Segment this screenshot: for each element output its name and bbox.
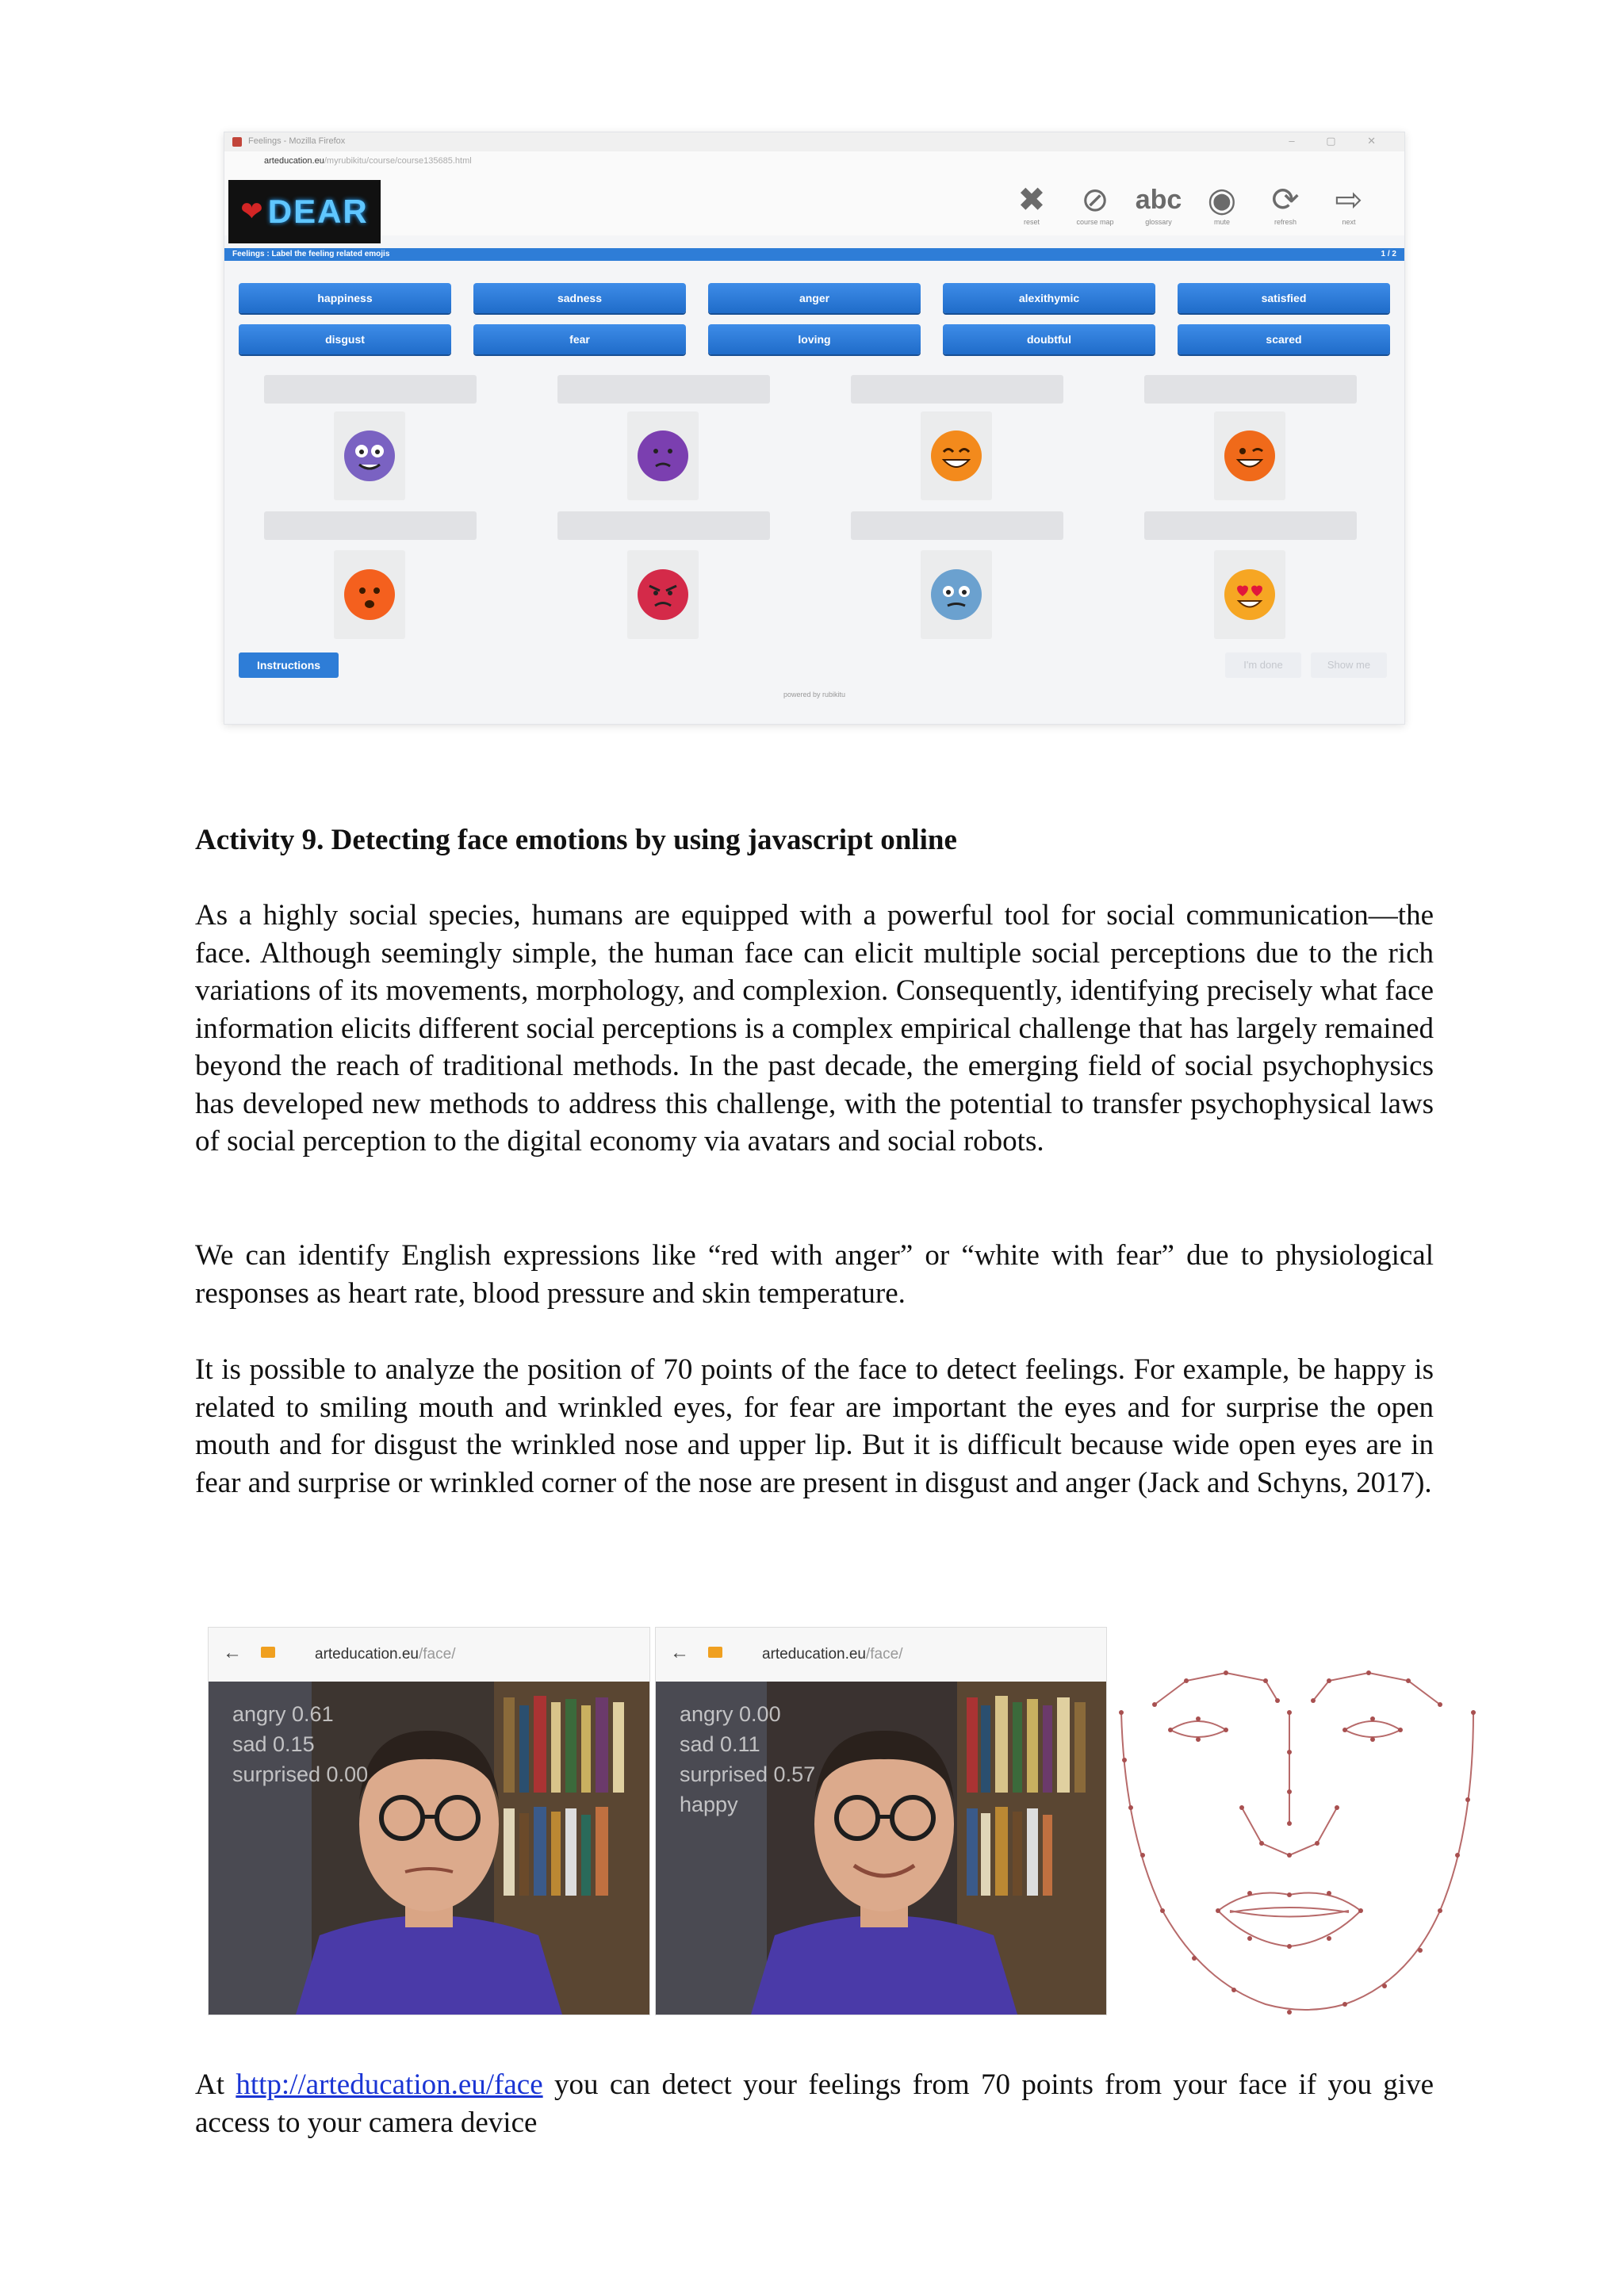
webcam-url-path: /face/: [419, 1646, 456, 1663]
emotion-value: sad 0.15: [232, 1732, 315, 1756]
emotion-value: angry 0.61: [232, 1702, 334, 1726]
url-path: /myrubikitu/course/course135685.html: [324, 156, 472, 166]
webcam-address-bar[interactable]: [656, 1628, 1106, 1682]
toolbar: [1008, 182, 1373, 226]
drop-slot[interactable]: [851, 511, 1063, 540]
face-landmark-points: [1107, 1625, 1480, 2022]
window-titlebar: [224, 132, 1404, 151]
reset-icon: ✖: [1017, 181, 1046, 218]
powered-by: powered by rubikitu: [783, 691, 846, 698]
folder-icon: [261, 1647, 275, 1658]
webcam-url-domain: arteducation.eu: [315, 1646, 419, 1663]
final-text-before: At: [195, 2068, 236, 2101]
emoji-card[interactable]: [1214, 411, 1285, 500]
word-anger[interactable]: anger: [708, 283, 921, 313]
drop-slot[interactable]: [557, 511, 770, 540]
activity-heading: Activity 9. Detecting face emotions by using javascript online: [195, 824, 957, 856]
app-header: [224, 172, 1404, 235]
show-me-button[interactable]: Show me: [1311, 652, 1387, 678]
drop-slot[interactable]: [1144, 375, 1357, 404]
emoji-card[interactable]: [921, 550, 992, 639]
folder-icon: [708, 1647, 722, 1658]
address-url: [264, 156, 472, 166]
webcam-view: [656, 1682, 1106, 2015]
course-map-button[interactable]: [1071, 182, 1119, 226]
url-domain: arteducation.eu: [264, 156, 324, 166]
reset-button[interactable]: [1008, 182, 1055, 226]
next-button[interactable]: [1325, 182, 1373, 226]
heart-eyes-emoji-icon: [1224, 568, 1276, 621]
mute-button[interactable]: [1198, 182, 1246, 226]
webcam-panel-2: [655, 1627, 1107, 2015]
emoji-card[interactable]: [627, 550, 699, 639]
emotion-value: happy: [680, 1793, 738, 1816]
face-detection-link[interactable]: http://arteducation.eu/face: [236, 2068, 543, 2101]
glossary-label: glossary: [1145, 218, 1172, 226]
paragraph-social-perception: As a highly social species, humans are equipped with a powerful tool for social communication—the face. Although seemingly simple, the human face can elicit multiple social perceptions due to the rich variations of its movements, morphology, and complexion. Consequently, identifying precisely what face information elicits different social perceptions is a complex empirical challenge that has largely remained beyond the reach of traditional methods. In the past decade, the emerging field of social psychophysics has developed new methods to address this challenge, with the potential to transfer psychophysical laws of social perception to the digital economy via avatars and social robots.: [195, 899, 1434, 1158]
next-icon: ⇨: [1335, 181, 1363, 218]
refresh-label: refresh: [1274, 218, 1297, 226]
emotion-readout: [232, 1699, 368, 1789]
word-scared[interactable]: scared: [1178, 324, 1390, 354]
emoji-card[interactable]: [1214, 550, 1285, 639]
emotion-value: sad 0.11: [680, 1732, 760, 1756]
scared-emoji-icon: [930, 568, 982, 621]
heart-icon: ❤: [240, 197, 263, 227]
reset-label: reset: [1023, 218, 1040, 226]
mute-icon: ◉: [1207, 181, 1237, 218]
final-text-after: you can detect your feelings from 70 points from your face if you give access to your camera device: [195, 2068, 1434, 2139]
webcam-address-bar[interactable]: [209, 1628, 649, 1682]
paragraph-face-points: It is possible to analyze the position of 70 points of the face to detect feelings. For example, be happy is related to smiling mouth and wrinkled eyes, for fear are important the eyes and for surprise the open mouth and for disgust the wrinkled nose and upper lip. But it is difficult because wide open eyes are in fear and surprise or wrinkled corner of the nose are present in disgust and anger (Jack and Schyns, 2017).: [195, 1353, 1434, 1499]
confused-emoji-icon: [343, 568, 396, 621]
emotion-value: surprised 0.00: [232, 1762, 369, 1786]
drop-slot[interactable]: [1144, 511, 1357, 540]
exercise-screenshot: [224, 132, 1405, 725]
course-map-icon: ⊘: [1081, 181, 1109, 218]
refresh-icon: ⟳: [1271, 181, 1300, 218]
word-sadness[interactable]: sadness: [473, 283, 686, 313]
firefox-icon: [232, 137, 242, 147]
instructions-button[interactable]: Instructions: [239, 652, 339, 678]
emotion-value: angry 0.00: [680, 1702, 781, 1726]
webcam-panel-1: [208, 1627, 650, 2015]
emotion-value: surprised 0.57: [680, 1762, 816, 1786]
emoji-card[interactable]: [921, 411, 992, 500]
wink-emoji-icon: [1224, 430, 1276, 482]
word-doubtful[interactable]: doubtful: [943, 324, 1155, 354]
angry-emoji-icon: [637, 568, 689, 621]
back-arrow-icon[interactable]: ←: [670, 1642, 689, 1663]
back-arrow-icon[interactable]: ←: [223, 1642, 242, 1663]
word-happiness[interactable]: happiness: [239, 283, 451, 313]
face-landmark-diagram: [1107, 1625, 1480, 2022]
word-satisfied[interactable]: satisfied: [1178, 283, 1390, 313]
sad-emoji-icon: [637, 430, 689, 482]
emoji-card[interactable]: [334, 550, 405, 639]
word-loving[interactable]: loving: [708, 324, 921, 354]
drop-slot[interactable]: [264, 511, 477, 540]
paragraph-expressions: We can identify English expressions like “red with anger” or “white with fear” due to physiological responses as heart rate, blood pressure and skin temperature.: [195, 1239, 1434, 1310]
word-bank: [239, 283, 1390, 354]
webcam-url-path: /face/: [866, 1646, 903, 1663]
activity-title: Feelings : Label the feeling related emojis: [232, 250, 390, 258]
word-disgust[interactable]: disgust: [239, 324, 451, 354]
webcam-view: [209, 1682, 649, 2015]
drop-slot[interactable]: [557, 375, 770, 404]
emoji-card[interactable]: [627, 411, 699, 500]
next-label: next: [1342, 218, 1356, 226]
webcam-url: [315, 1646, 455, 1663]
refresh-button[interactable]: [1262, 182, 1309, 226]
window-title: Feelings - Mozilla Firefox: [248, 136, 346, 146]
glossary-button[interactable]: [1135, 182, 1182, 226]
course-map-label: course map: [1076, 218, 1114, 226]
crazy-emoji-icon: [343, 430, 396, 482]
emoji-card[interactable]: [334, 411, 405, 500]
page-indicator: 1 / 2: [1381, 250, 1396, 258]
mute-label: mute: [1213, 218, 1230, 226]
drop-slot[interactable]: [264, 375, 477, 404]
word-alexithymic[interactable]: alexithymic: [943, 283, 1155, 313]
address-bar[interactable]: [224, 151, 1404, 173]
activity-title-bar: [224, 248, 1404, 261]
logo-text: DEAR: [267, 193, 369, 230]
webcam-url-domain: arteducation.eu: [762, 1646, 866, 1663]
webcam-url: [762, 1646, 902, 1663]
glossary-icon: abc: [1135, 185, 1182, 215]
word-fear[interactable]: fear: [473, 324, 686, 354]
emotion-readout: [680, 1699, 815, 1820]
paragraph-camera-link: [195, 2066, 1434, 2141]
happy-emoji-icon: [930, 430, 982, 482]
drop-slot[interactable]: [851, 375, 1063, 404]
im-done-button[interactable]: I'm done: [1225, 652, 1301, 678]
dear-logo: [228, 180, 381, 243]
window-controls[interactable]: – ▢ ✕: [1289, 135, 1390, 147]
